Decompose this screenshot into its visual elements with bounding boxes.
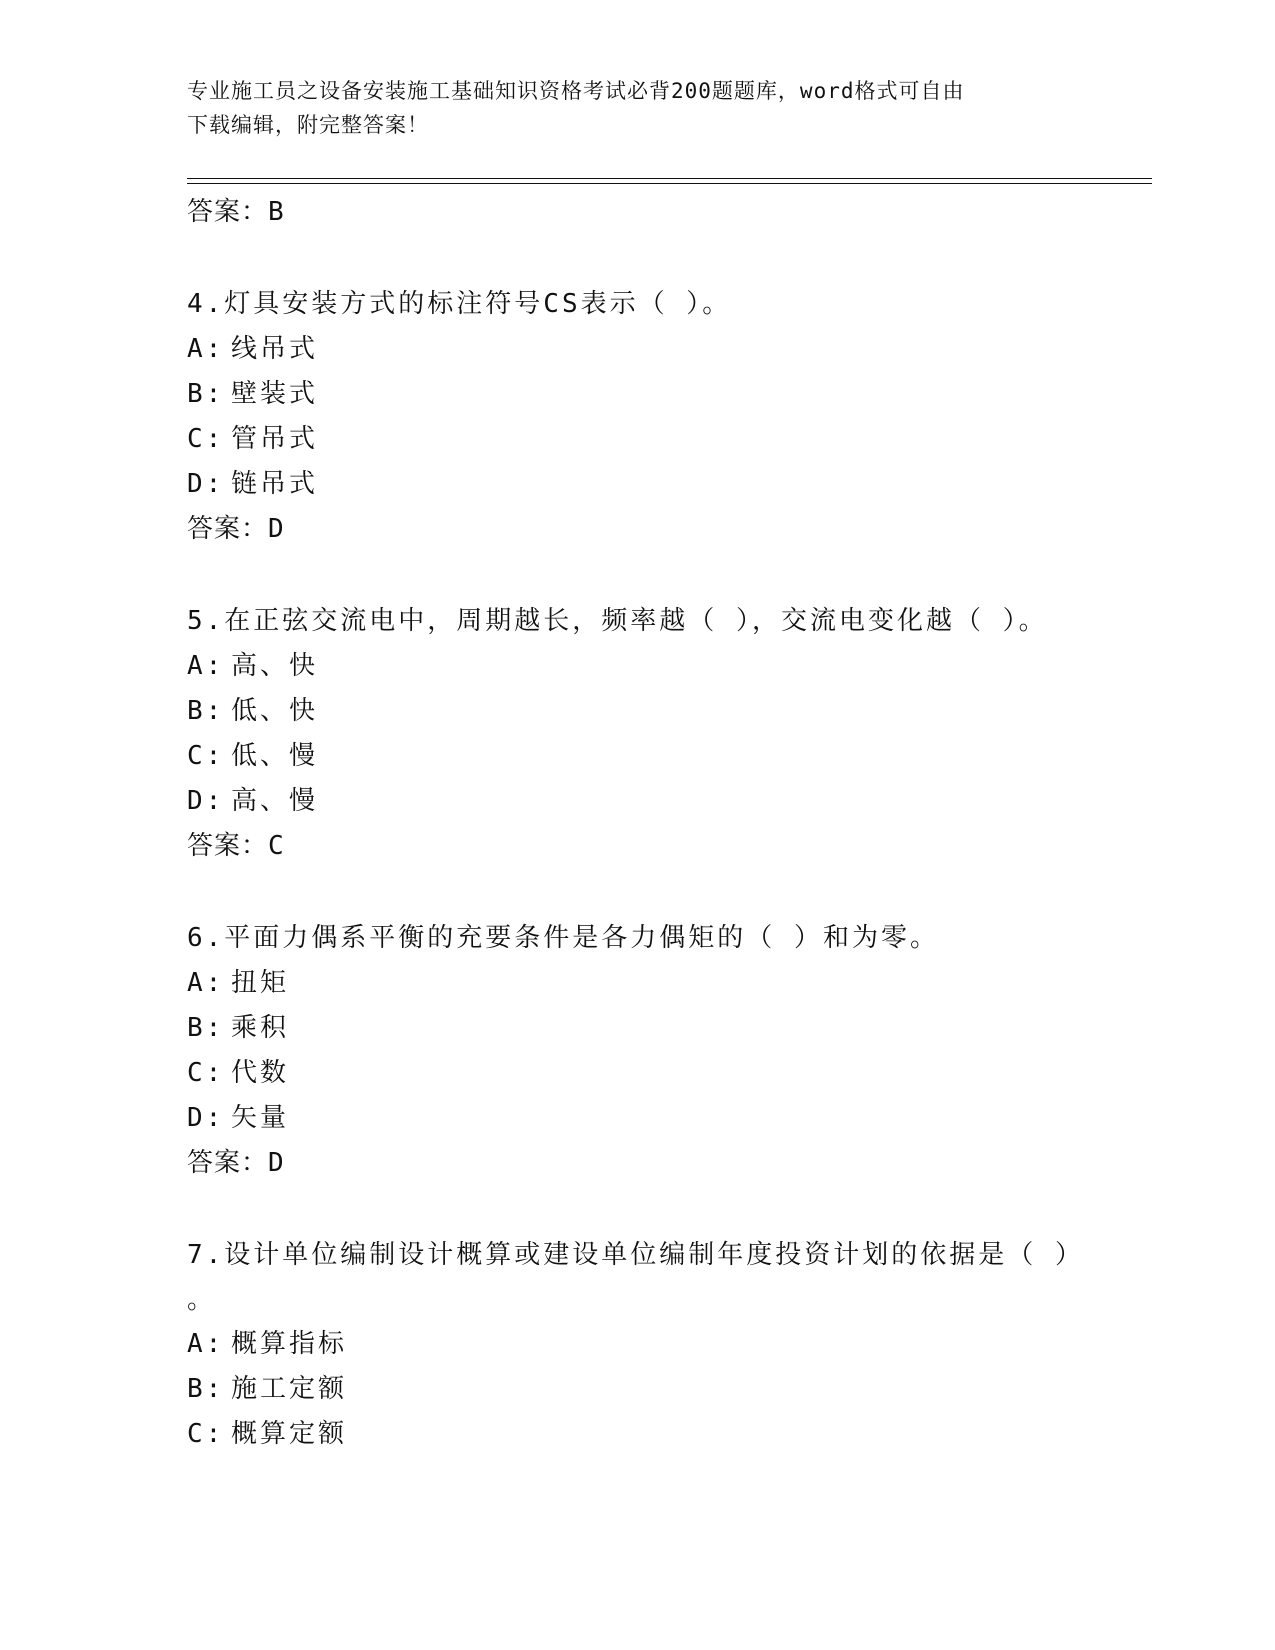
option-key: D: [187,1103,225,1133]
option-item [187,961,1087,1006]
option-item [187,779,1087,824]
header-divider-top [187,178,1152,179]
question-text-continuation: 。 [187,1285,217,1315]
option-item [187,1412,1087,1457]
question-block [187,599,1087,868]
option-item [187,1322,1087,1367]
option-item [187,644,1087,689]
question-text: 4.灯具安装方式的标注符号CS表示（ ）。 [187,289,732,319]
option-key: C: [187,1419,225,1449]
option-key: B: [187,379,225,409]
question-block [187,282,1087,551]
option-text: 低、快 [231,696,319,726]
option-text: 乘积 [231,1013,290,1043]
option-text: 低、慢 [231,741,319,771]
option-item [187,372,1087,417]
option-key: C: [187,741,225,771]
option-text: 概算定额 [231,1419,348,1449]
option-text: 扭矩 [231,968,290,998]
option-text: 管吊式 [231,424,319,454]
option-key: A: [187,651,225,681]
header-divider-bottom [187,183,1152,184]
option-text: 矢量 [231,1103,290,1133]
option-item [187,734,1087,779]
option-text: 壁装式 [231,379,319,409]
option-item [187,417,1087,462]
option-item [187,327,1087,372]
option-text: 概算指标 [231,1329,348,1359]
header-line-1: 专业施工员之设备安装施工基础知识资格考试必背200题题库，word格式可自由 [187,79,965,103]
option-key: C: [187,1058,225,1088]
option-item [187,689,1087,734]
option-key: B: [187,1374,225,1404]
option-key: A: [187,968,225,998]
header-line-2: 下载编辑，附完整答案！ [187,113,429,137]
answer-line: 答案：D [187,1148,285,1178]
option-item [187,462,1087,507]
question-text: 5.在正弦交流电中，周期越长，频率越（ ），交流电变化越（ ）。 [187,606,1048,636]
option-text: 施工定额 [231,1374,348,1404]
option-text: 线吊式 [231,334,319,364]
option-key: C: [187,424,225,454]
option-item [187,1367,1087,1412]
spacer [187,234,1087,282]
spacer [187,1185,1087,1233]
question-block [187,916,1087,1185]
answer-line: 答案：B [187,197,285,227]
option-key: D: [187,786,225,816]
option-text: 代数 [231,1058,290,1088]
option-text: 高、快 [231,651,319,681]
question-list [187,190,1087,1457]
option-key: A: [187,334,225,364]
document-header [187,74,1067,142]
spacer [187,868,1087,916]
question-block [187,1233,1087,1457]
option-key: D: [187,469,225,499]
question-text: 6.平面力偶系平衡的充要条件是各力偶矩的（ ）和为零。 [187,923,939,953]
option-item [187,1051,1087,1096]
question-text: 7.设计单位编制设计概算或建设单位编制年度投资计划的依据是（ ） [187,1240,1084,1270]
answer-line: 答案：D [187,514,285,544]
option-text: 链吊式 [231,469,319,499]
answer-line: 答案：C [187,831,285,861]
option-item [187,1096,1087,1141]
option-key: B: [187,1013,225,1043]
option-item [187,1006,1087,1051]
option-text: 高、慢 [231,786,319,816]
spacer [187,551,1087,599]
option-key: A: [187,1329,225,1359]
option-key: B: [187,696,225,726]
